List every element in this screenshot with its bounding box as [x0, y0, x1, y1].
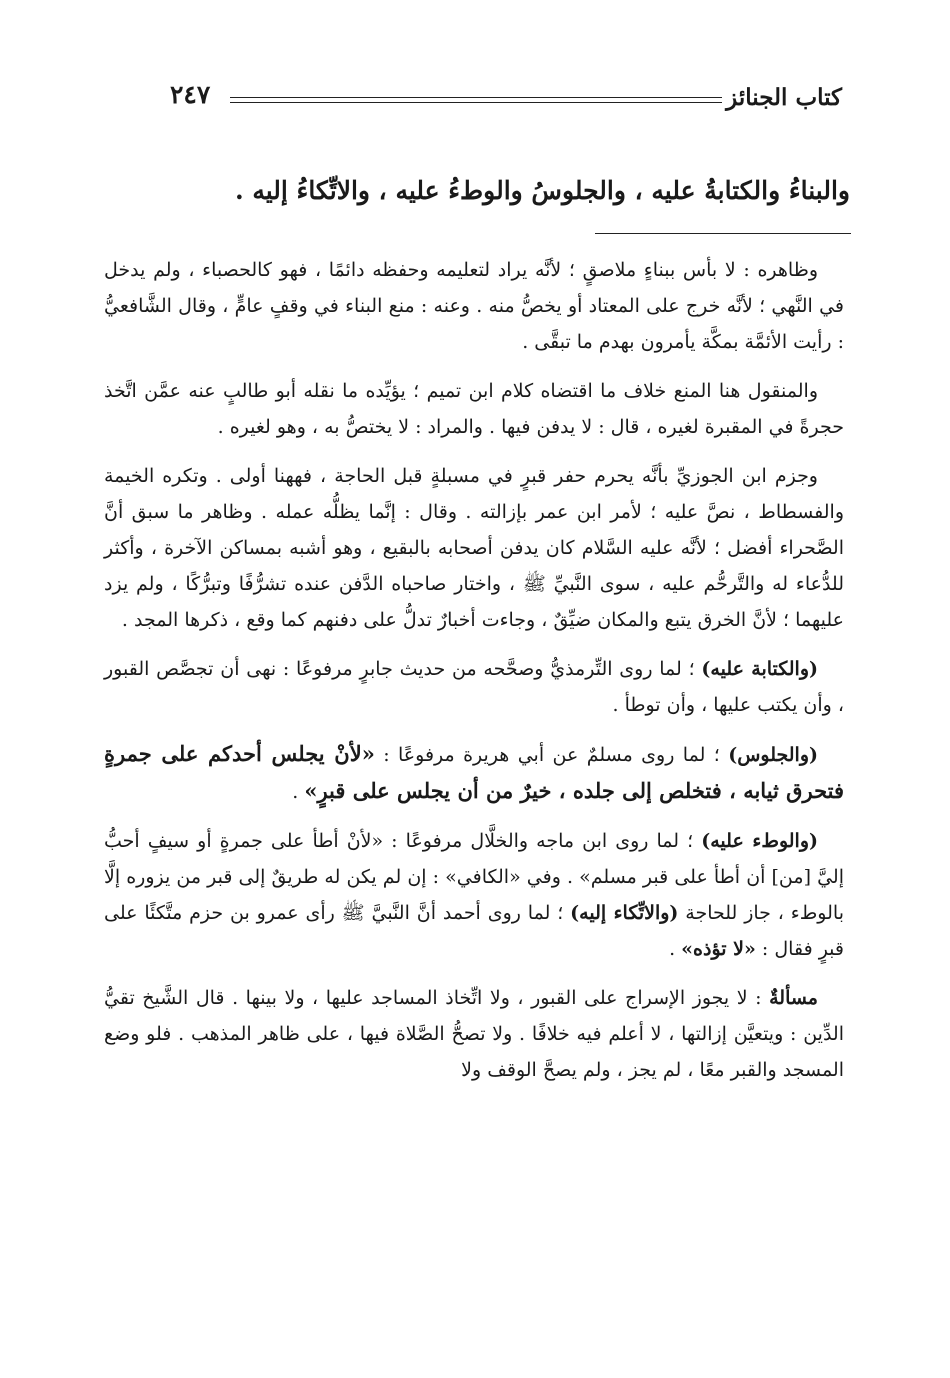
matn-quote: (والكتابة عليه) — [701, 658, 819, 680]
page-number: ٢٤٧ — [170, 80, 211, 109]
paragraph — [104, 651, 844, 723]
matn-heading: والبناءُ والكتابةُ عليه ، والجلوسُ والوطءُ عليه ، والاتِّكاءُ إليه . — [234, 176, 850, 205]
paragraph-text: . — [292, 781, 305, 803]
hadith-quote: «لا تؤذه» — [681, 938, 756, 960]
running-header-title: كتاب الجنائز — [726, 84, 842, 111]
paragraph — [104, 373, 844, 445]
header-rule — [230, 102, 722, 103]
paragraph — [104, 823, 844, 967]
paragraph — [104, 736, 844, 810]
matn-quote: (والاتِّكاء إليه) — [570, 902, 679, 924]
paragraph — [104, 980, 844, 1088]
paragraph-text: ؛ لما روى التِّرمذيُّ وصحَّحه من حديث جابرٍ مرفوعًا : نهى أن تجصَّص القبور ، وأن يكتب عليها ، وأن توطأ . — [104, 658, 844, 716]
matn-quote: (والجلوس) — [728, 744, 818, 766]
paragraph-text: . — [669, 938, 682, 960]
paragraph — [104, 458, 844, 638]
paragraph-text: وجزم ابن الجوزيِّ بأنَّه يحرم حفر قبرٍ في مسبلةٍ قبل الحاجة ، فههنا أولى . وتكره الخيمة والفسطاط ، نصَّ عليه ؛ لأمر ابن عمر بإزالته . وقال : إنَّما يظلُّه عمله . وظاهر ما سبق أنَّ الصَّحراء أفضل ؛ لأنَّه عليه السَّلام كان يدفن أصحابه بالبقيع ، وهو أشبه بمساكن الآخرة ، وأكثر للدُّعاء له والتَّرحُّم عليه ، سوى النَّبيِّ ﷺ ، واختار صاحباه الدَّفن عنده تشرُّفًا وتبرُّكًا ، ولم يزد عليهما ؛ لأنَّ الخرق يتبع والمكان ضيِّقٌ ، وجاءت أخبارٌ تدلُّ على دفنهم كما وقع ، ذكرها المجد . — [104, 465, 844, 631]
paragraph-text: وظاهره : لا بأس ببناءٍ ملاصقٍ ؛ لأنَّه يراد لتعليمه وحفظه دائمًا ، فهو كالحصباء ، ولم يدخل في النَّهي ؛ لأنَّه خرج على المعتاد أو يخصُّ منه . وعنه : منع البناء في وقفٍ عامٍّ ، وقال الشَّافعيُّ : رأيت الأئمَّة بمكَّة يأمرون بهدم ما تبقَّى . — [104, 259, 844, 353]
matn-quote: (والوطء عليه) — [701, 830, 818, 852]
paragraph-text: ؛ لما روى ابن ماجه والخلَّال مرفوعًا : «لأنْ أطأ على جمرةٍ أو سيفٍ أحبُّ إليَّ [من] أن أطأ على قبر مسلم» . وفي «الكافي» : إن لم يكن له طريقٌ إلى قبر من يزوره إلَّا بالوطء ، جاز للحاجة — [104, 830, 844, 924]
paragraph — [104, 252, 844, 360]
paragraph-text: ؛ لما روى أحمد أنَّ النَّبيَّ ﷺ رأى عمرو بن حزم متَّكئًا على قبرٍ فقال : — [104, 902, 844, 960]
matn-separator-rule — [595, 233, 851, 234]
paragraph-text: والمنقول هنا المنع خلاف ما اقتضاه كلام ابن تميم ؛ يؤيِّده ما نقله أبو طالبٍ عنه عمَّن اتَّخذ حجرةً في المقبرة لغيره ، قال : لا يدفن فيها . والمراد : لا يختصُّ به ، وهو لغيره . — [104, 380, 844, 438]
paragraph-text: : لا يجوز الإسراج على القبور ، ولا اتِّخاذ المساجد عليها ، ولا بينها . قال الشَّيخ تقيُّ الدِّين : ويتعيَّن إزالتها ، لا أعلم فيه خلافًا . ولا تصحُّ الصَّلاة فيها ، على ظاهر المذهب . فلو وضع المسجد والقبر معًا ، لم يجز ، ولم يصحَّ الوقف ولا — [104, 987, 844, 1081]
commentary-body — [104, 252, 844, 1101]
issue-label: مسألةٌ — [769, 987, 818, 1009]
paragraph-text: ؛ لما روى مسلمٌ عن أبي هريرة مرفوعًا : — [374, 744, 729, 766]
hadith-quote: «لأنْ يجلس أحدكم على جمرةٍ فتحرق ثيابه ، فتخلص إلى جلده ، خيرٌ من أن يجلس على قبرٍ» — [104, 741, 844, 803]
header-rule — [230, 97, 722, 98]
